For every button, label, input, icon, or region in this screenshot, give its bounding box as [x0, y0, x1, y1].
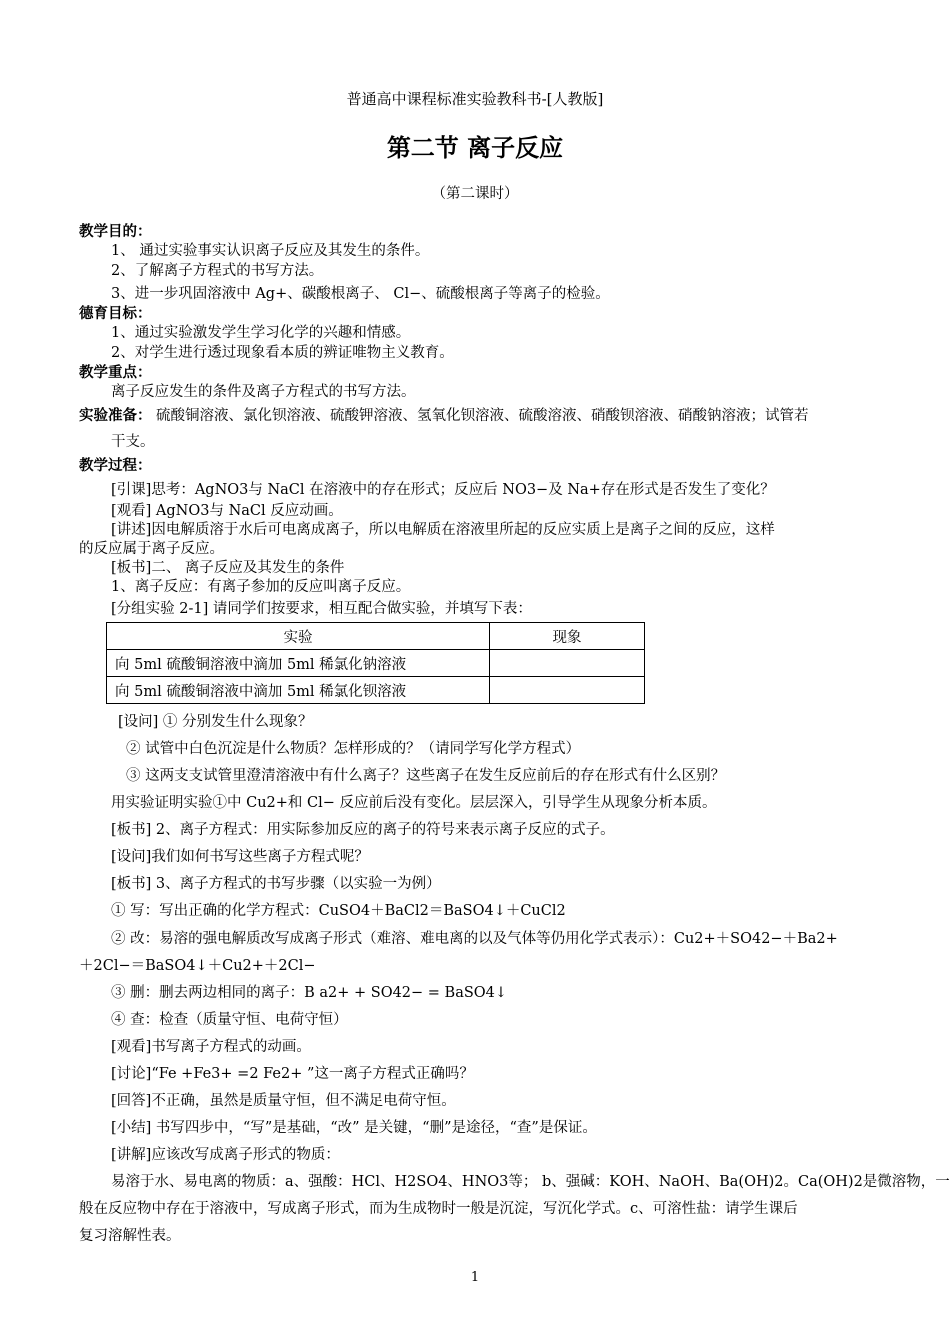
focus-1: 离子反应发生的条件及离子方程式的书写方法。 [111, 384, 416, 400]
focus-label: 教学重点： [79, 365, 152, 381]
body-line: [设问]我们如何书写这些离子方程式呢？ [111, 849, 369, 865]
table-cell [490, 650, 645, 677]
prep-label: 实验准备： [79, 408, 152, 424]
table-header-cell: 现象 [490, 623, 645, 650]
body-line: 用实验证明实验①中 Cu2+和 Cl− 反应前后没有变化。层层深入，引导学生从现象分析本质。 [111, 795, 717, 811]
table-header-row [107, 623, 645, 650]
body-line: ④ 查：检查（质量守恒、电荷守恒） [111, 1012, 348, 1028]
body-line: [分组实验 2-1] 请同学们按要求，相互配合做实验，并填写下表： [111, 601, 532, 617]
page-number: 1 [470, 1270, 480, 1285]
body-line: ＋2Cl−＝BaSO4↓＋Cu2+＋2Cl− [79, 958, 316, 974]
body-line: 1、离子反应：有离子参加的反应叫离子反应。 [111, 579, 411, 595]
body-line: 的反应属于离子反应。 [79, 541, 224, 557]
experiment-table [106, 622, 645, 704]
body-line: [回答]不正确，虽然是质量守恒，但不满足电荷守恒。 [111, 1093, 456, 1109]
body-line: ② 改：易溶的强电解质改写成离子形式（难溶、难电离的以及气体等仍用化学式表示）：Cu2+＋SO42−＋Ba2+ [111, 931, 838, 947]
page-header: 普通高中课程标准实验教科书-[人教版] [346, 90, 604, 108]
body-line: [观看]书写离子方程式的动画。 [111, 1039, 311, 1055]
body-line: [板书] 3、离子方程式的书写步骤（以实验一为例） [111, 876, 441, 892]
body-line: [板书] 2、离子方程式：用实际参加反应的离子的符号来表示离子反应的式子。 [111, 822, 615, 838]
body-line: ② 试管中白色沉淀是什么物质？怎样形成的？（请同学写化学方程式） [126, 741, 581, 757]
prep-1: 硫酸铜溶液、氯化钡溶液、硫酸钾溶液、氢氧化钡溶液、硫酸溶液、硝酸钡溶液、硝酸钠溶液；试管若 [156, 408, 809, 424]
body-line: ① 写：写出正确的化学方程式：CuSO4＋BaCl2＝BaSO4↓＋CuCl2 [111, 903, 566, 919]
table-row [107, 650, 645, 677]
body-line: [讲述]因电解质溶于水后可电离成离子，所以电解质在溶液里所起的反应实质上是离子之间的反应，这样 [111, 522, 775, 538]
goals-label: 教学目的： [79, 224, 152, 240]
table-header-cell: 实验 [107, 623, 490, 650]
body-line: [小结] 书写四步中，“写”是基础，“改” 是关键，“删”是途径，“查”是保证。 [111, 1120, 597, 1136]
process-label: 教学过程： [79, 458, 152, 474]
body-line: [讲解]应该改写成离子形式的物质： [111, 1147, 340, 1163]
moral-1: 1、通过实验激发学生学习化学的兴趣和情感。 [111, 325, 411, 341]
body-line: 复习溶解性表。 [79, 1228, 181, 1244]
table-cell: 向 5ml 硫酸铜溶液中滴加 5ml 稀氯化钠溶液 [107, 650, 490, 677]
body-line: ③ 这两支支试管里澄清溶液中有什么离子？这些离子在发生反应前后的存在形式有什么区别？ [126, 768, 726, 784]
table-row [107, 677, 645, 704]
body-line: 易溶于水、易电离的物质：a、强酸：HCl、H2SO4、HNO3等； b、强碱：KOH、NaOH、Ba(OH)2。Ca(OH)2是微溶物，一 [111, 1174, 950, 1190]
body-line: [引课]思考：AgNO3与 NaCl 在溶液中的存在形式；反应后 NO3−及 Na+存在形式是否发生了变化？ [111, 482, 775, 498]
goal-3: 3、进一步巩固溶液中 Ag+、碳酸根离子、 Cl−、硫酸根离子等离子的检验。 [111, 286, 610, 302]
body-line: 般在反应物中存在于溶液中，写成离子形式，而为生成物时一般是沉淀，写沉化学式。c、可溶性盐：请学生课后 [79, 1201, 798, 1217]
body-line: [观看] AgNO3与 NaCl 反应动画。 [111, 503, 343, 519]
goal-1: 1、 通过实验事实认识离子反应及其发生的条件。 [111, 243, 430, 259]
moral-2: 2、对学生进行透过现象看本质的辨证唯物主义教育。 [111, 345, 454, 361]
page-title: 第二节 离子反应 [386, 134, 564, 162]
body-line: ③ 删：删去两边相同的离子：B a2+ + SO42− = BaSO4↓ [111, 985, 508, 1001]
body-line: [板书]二、 离子反应及其发生的条件 [111, 560, 345, 576]
moral-label: 德育目标： [79, 306, 152, 322]
prep-2: 干支。 [111, 434, 155, 450]
table-cell [490, 677, 645, 704]
body-line: [讨论]“Fe +Fe3+ =2 Fe2+ ”这一离子方程式正确吗？ [111, 1066, 474, 1082]
page-subtitle: （第二课时） [431, 186, 519, 202]
goal-2: 2、了解离子方程式的书写方法。 [111, 263, 324, 279]
table-cell: 向 5ml 硫酸铜溶液中滴加 5ml 稀氯化钡溶液 [107, 677, 490, 704]
body-line: [设问] ① 分别发生什么现象？ [118, 714, 313, 730]
